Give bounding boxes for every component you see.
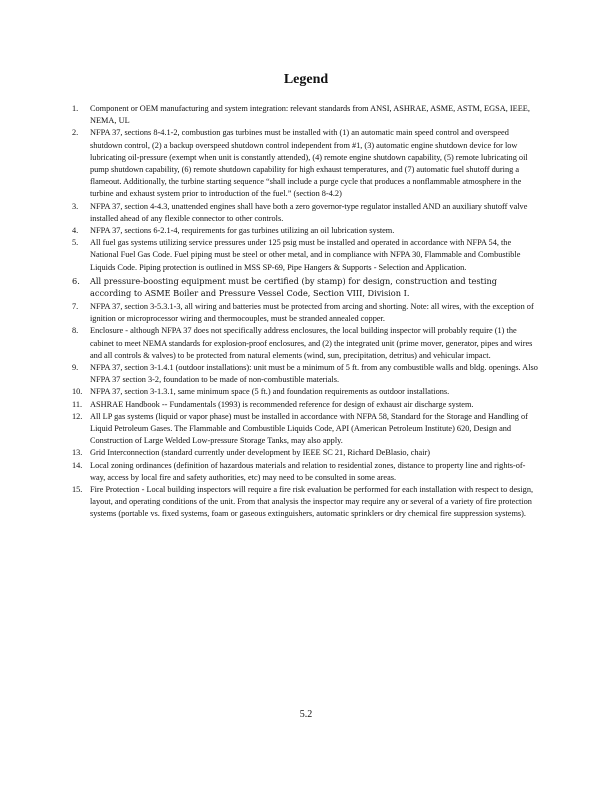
- legend-item-number: 8.: [72, 326, 79, 336]
- legend-item-text: NFPA 37, sections 6-2.1-4, requirements for gas turbines utilizing an oil lubrication system.: [90, 226, 395, 236]
- legend-item-number: 11.: [72, 399, 83, 409]
- legend-item-text: Grid Interconnection (standard currently under development by IEEE SC 21, Richard DeBlasio, chair): [90, 448, 431, 458]
- legend-item-number: 7.: [72, 302, 79, 312]
- legend-item-6: [72, 275, 540, 300]
- page-number: 5.2: [299, 709, 313, 720]
- legend-item-4: [72, 225, 540, 237]
- legend-item-7: [72, 301, 540, 325]
- legend-item-2: [72, 127, 540, 200]
- legend-item-number: 6.: [72, 275, 80, 286]
- legend-item-number: 10.: [72, 387, 83, 397]
- legend-item-number: 1.: [72, 104, 79, 113]
- legend-item-text: ASHRAE Handbook -- Fundamentals (1993) is recommended reference for design of exhaust air discharge system.: [90, 399, 474, 409]
- legend-item-5: [72, 237, 540, 274]
- legend-item-text: All fuel gas systems utilizing service pressures under 125 psig must be installed and operated in accordance with NFPA 54, the National Fuel Gas Code. Fuel piping must be steel or other metal, and in compliance with NFPA 30, Flammable and Combustible Liquids Code. Piping protection is outlined in MSS SP-69, Pipe Hangers & Supports - Selection and Application.: [90, 238, 521, 272]
- legend-item-1: [72, 103, 540, 127]
- legend-item-text: NFPA 37, section 4-4.3, unattended engines shall have both a zero governor-type regulator installed AND an auxiliary shutoff valve installed ahead of any flexible connector to other controls.: [90, 201, 528, 223]
- legend-item-number: 5.: [72, 238, 79, 248]
- legend-item-text: Component or OEM manufacturing and system integration: relevant standards from ANSI, ASHRAE, ASME, ASTM, EGSA, IEEE, NEMA, UL: [90, 104, 530, 126]
- page-title: Legend: [283, 72, 329, 87]
- legend-item-number: 13.: [72, 448, 83, 458]
- legend-item-number: 14.: [72, 460, 83, 470]
- legend-item-number: 12.: [72, 411, 83, 421]
- legend-item-number: 4.: [72, 226, 79, 236]
- legend-item-text: NFPA 37, sections 8-4.1-2, combustion gas turbines must be installed with (1) an automatic main speed control and overspeed shutdown control, (2) a backup overspeed shutdown control independent from #1, (3) automatic engine shutdown device for low lubricating oil-pressure (exempt when unit is constantly attended), (4) remote engine shutdown capability, (5) remote lubricating oil pump shutdown capability, (6) remote shutdown capability for high exhaust temperatures, and (7) automatic fuel shutoff during a flameout. Additionally, the turbine starting sequence “shall include a purge cycle that produces a nonflammable atmosphere in the turbine and exhaust system prior to introduction of the fuel.” (section 8-4.2): [90, 128, 528, 199]
- legend-item-13: [72, 447, 540, 459]
- legend-item-number: 3.: [72, 201, 79, 211]
- legend-item-14: [72, 460, 540, 484]
- legend-item-text: Local zoning ordinances (definition of hazardous materials and relation to residential zones, distance to property line and rights-of-way, access by local fire and safety authorities, etc) may need to be consulted in some areas.: [90, 460, 526, 482]
- legend-list: [72, 103, 540, 521]
- legend-item-text: All pressure-boosting equipment must be certified (by stamp) for design, construction and testing according to ASME Boiler and Pressure Vessel Code, Section VIII, Division I.: [90, 275, 497, 299]
- legend-item-8: [72, 325, 540, 362]
- legend-item-12: [72, 411, 540, 448]
- legend-item-3: [72, 201, 540, 225]
- legend-item-11: [72, 399, 540, 411]
- legend-item-9: [72, 362, 540, 386]
- legend-item-text: NFPA 37, section 3-1.3.1, same minimum space (5 ft.) and foundation requirements as outdoor installations.: [90, 387, 450, 397]
- legend-item-15: [72, 484, 540, 521]
- legend-item-number: 15.: [72, 485, 83, 495]
- legend-item-text: NFPA 37, section 3-1.4.1 (outdoor installations): unit must be a minimum of 5 ft. from any combustible walls and bldg. openings. Also NFPA 37 section 3-2, foundation to be made of non-combustible materials.: [90, 363, 538, 385]
- legend-item-10: [72, 386, 540, 398]
- legend-item-number: 2.: [72, 128, 79, 138]
- legend-item-text: Fire Protection - Local building inspectors will require a fire risk evaluation be performed for each installation with respect to design, layout, and operating conditions of the unit. From that analysis the inspector may require any or several of a variety of fire protection systems (portable vs. fixed systems, foam or gaseous extinguishers, automatic sprinklers or dry chemical fire suppression systems).: [90, 485, 534, 519]
- legend-item-number: 9.: [72, 363, 79, 373]
- legend-item-text: All LP gas systems (liquid or vapor phase) must be installed in accordance with NFPA 58, Standard for the Storage and Handling of Liquid Petroleum Gases. The Flammable and Combustible Liquids Code, API (American Petroleum Institute) 620, Design and Construction of Large Welded Low-pressure Storage Tanks, may also apply.: [90, 411, 528, 446]
- legend-item-text: NFPA 37, section 3-5.3.1-3, all wiring and batteries must be protected from arcing and shorting. Note: all wires, with the exception of ignition or microprocessor wiring and thermocouples, must be stranded annealed copper.: [90, 302, 534, 324]
- legend-item-text: Enclosure - although NFPA 37 does not specifically address enclosures, the local building inspector will probably require (1) the cabinet to meet NEMA standards for explosion-proof enclosures, and (2) the integrated unit (prime mover, generator, pipes and wires and all controls & valves) to be protected from natural elements (wind, sun, precipitation, detritus) and vehicular impact.: [90, 326, 533, 360]
